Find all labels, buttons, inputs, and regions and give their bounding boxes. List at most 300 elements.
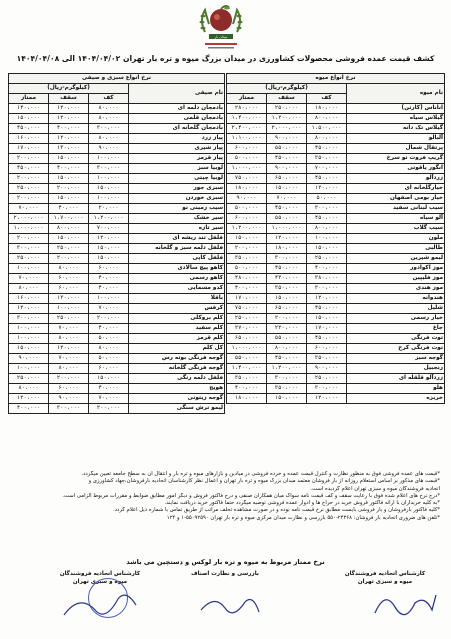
- veg-max-cell: ۱۲۰،۰۰۰: [49, 134, 89, 144]
- veg-max-cell: ۸۰،۰۰۰: [49, 264, 89, 274]
- veg-min-cell: ۱۰۰،۰۰۰: [89, 294, 129, 304]
- veg-best-cell: ۲۵۰،۰۰۰: [9, 184, 49, 194]
- veg-min-cell: ۴۰،۰۰۰: [89, 274, 129, 284]
- veg-max-cell: ۱۲۰،۰۰۰: [49, 104, 89, 114]
- fruit-max-cell: ۲۵۰،۰۰۰: [267, 104, 307, 114]
- veg-name-cell: کلم سفید: [129, 324, 225, 334]
- fruit-max-cell: ۱۵۰،۰۰۰: [267, 294, 307, 304]
- fruit-min-cell: ۱۵۰،۰۰۰: [307, 314, 347, 324]
- fruit-best-cell: ۶۵۰،۰۰۰: [227, 334, 267, 344]
- fruit-row: [227, 324, 445, 334]
- fruit-row: [227, 154, 445, 164]
- fruit-max-cell: ۳۰۰،۰۰۰: [267, 374, 307, 384]
- veg-best-cell: ۴۰۰،۰۰۰: [9, 404, 49, 414]
- fruit-section-title: نرخ انواع میوه: [227, 74, 445, 84]
- fruit-price-table: [226, 73, 445, 404]
- veg-best-cell: ۱۵۰،۰۰۰: [9, 344, 49, 354]
- fruit-min-cell: ۴۰۰،۰۰۰: [307, 264, 347, 274]
- fruit-max-cell: ۴۵۰،۰۰۰: [267, 204, 307, 214]
- veg-best-cell: ۱۲۰،۰۰۰: [9, 304, 49, 314]
- veg-min-cell: ۷۰،۰۰۰: [89, 394, 129, 404]
- veg-min-cell: ۱۰۰،۰۰۰: [89, 174, 129, 184]
- fruit-row: [227, 224, 445, 234]
- veg-row: [9, 324, 225, 334]
- fruit-best-cell: ۷۵۰،۰۰۰: [227, 304, 267, 314]
- veg-max-cell: ۱۵۰،۰۰۰: [49, 234, 89, 244]
- fruit-max-cell: ۳۵۰،۰۰۰: [267, 284, 307, 294]
- veg-name-cell: بادمجان گلخانه ای: [129, 124, 225, 134]
- veg-best-header: ممتاز: [9, 94, 49, 104]
- note-line: *درج نرخ های اعلام شده فوق با رعایت سقف و کف قیمت نامه سواک میان همکاران صنفی و درج فاکتور فروش و دیگر امور مطابق ضوابط و مقررات مربوط الزامی است.: [62, 492, 440, 499]
- veg-name-cell: سیب زمینی نو: [129, 204, 225, 214]
- note-line: اتحادیه فروشندگان میوه و سبزی تهران اعلام گردیده است.: [310, 485, 440, 492]
- veg-max-cell: ۷۰،۰۰۰: [49, 324, 89, 334]
- fruit-name-cell: شلیل: [347, 304, 445, 314]
- fruit-min-cell: ۴۵۰،۰۰۰: [307, 174, 347, 184]
- veg-min-cell: ۱۰۰،۰۰۰: [89, 194, 129, 204]
- fruit-best-cell: ۵۵۰،۰۰۰: [227, 354, 267, 364]
- fruit-best-cell: ۱۸۰،۰۰۰: [227, 184, 267, 194]
- fruit-best-cell: ۱،۰۰۰،۰۰۰: [227, 344, 267, 354]
- fruit-max-cell: ۷۰،۰۰۰: [267, 194, 307, 204]
- fruit-max-cell: ۲،۰۰۰،۰۰۰: [267, 124, 307, 134]
- fruit-name-cell: گوجه سبز: [347, 354, 445, 364]
- veg-name-cell: فلفل کاپی: [129, 254, 225, 264]
- fruit-name-cell: خربزه: [347, 394, 445, 404]
- fruit-name-cell: گریپ فروت تو سرخ: [347, 154, 445, 164]
- fruit-row: [227, 304, 445, 314]
- veg-max-cell: ۳۰۰،۰۰۰: [49, 404, 89, 414]
- fruit-min-cell: ۱۲۰،۰۰۰: [307, 394, 347, 404]
- fruit-min-cell: ۲۵۰،۰۰۰: [307, 374, 347, 384]
- veg-name-cell: سبزی خوردن: [129, 194, 225, 204]
- fruit-min-cell: ۱۲۰،۰۰۰: [307, 184, 347, 194]
- fruit-name-cell: آلو سیاه: [347, 214, 445, 224]
- veg-max-cell: ۴۰۰،۰۰۰: [49, 124, 89, 134]
- veg-min-cell: ۲۰،۰۰۰: [89, 204, 129, 214]
- veg-name-cell: گوجه فرنگی گلخانه: [129, 364, 225, 374]
- veg-row: [9, 284, 225, 294]
- veg-section-title: نرخ انواع سبزی و صیفی: [9, 74, 225, 84]
- fruit-row: [227, 124, 445, 134]
- fruit-min-cell: ۳۰۰،۰۰۰: [307, 384, 347, 394]
- veg-best-cell: ۲۵۰،۰۰۰: [9, 374, 49, 384]
- fruit-best-cell: ۷۵۰،۰۰۰: [227, 174, 267, 184]
- fruit-max-cell: ۵۵۰،۰۰۰: [267, 334, 307, 344]
- fruit-row: [227, 314, 445, 324]
- fruit-name-cell: اناناس (کارتن): [347, 104, 445, 114]
- fruit-name-cell: توت فرنگی کرج: [347, 344, 445, 354]
- veg-max-cell: ۱۲۰،۰۰۰: [49, 344, 89, 354]
- veg-row: [9, 204, 225, 214]
- veg-name-cell: کلم بروکلی: [129, 314, 225, 324]
- veg-name-cell: کرفس: [129, 304, 225, 314]
- fruit-best-cell: ۲۰۰،۰۰۰: [227, 244, 267, 254]
- fruit-row: [227, 164, 445, 174]
- fruit-min-cell: ۱۰۰،۰۰۰: [307, 234, 347, 244]
- veg-row: [9, 314, 225, 324]
- veg-name-cell: کل کلم: [129, 344, 225, 354]
- fruit-min-cell: ۷۰۰،۰۰۰: [307, 164, 347, 174]
- veg-min-cell: ۲۰۰،۰۰۰: [89, 404, 129, 414]
- fruit-best-cell: ۴۰۰،۰۰۰: [227, 284, 267, 294]
- veg-max-cell: ۱،۷۰۰،۰۰۰: [49, 214, 89, 224]
- veg-best-cell: ۱۲۰،۰۰۰: [9, 394, 49, 404]
- veg-max-cell: ۶۰،۰۰۰: [49, 284, 89, 294]
- fruit-best-cell: ۲۸۰،۰۰۰: [227, 104, 267, 114]
- fruit-max-cell: ۱۵۰،۰۰۰: [267, 184, 307, 194]
- fruit-unit-header: (کیلوگرم-ریال): [227, 84, 347, 94]
- fruit-min-cell: ۴۵۰،۰۰۰: [307, 144, 347, 154]
- veg-max-cell: ۲۵۰،۰۰۰: [49, 244, 89, 254]
- fruit-name-cell: سیب گلاب: [347, 224, 445, 234]
- fruit-max-cell: ۵۵۰،۰۰۰: [267, 214, 307, 224]
- fruit-row: [227, 184, 445, 194]
- fruit-best-cell: ۳۵۰،۰۰۰: [227, 374, 267, 384]
- fruit-row: [227, 344, 445, 354]
- fruit-best-cell: ۱،۴۰۰،۰۰۰: [227, 114, 267, 124]
- fruit-best-cell: ۲،۴۰۰،۰۰۰: [227, 124, 267, 134]
- veg-row: [9, 124, 225, 134]
- veg-max-cell: ۶۰،۰۰۰: [49, 274, 89, 284]
- fruit-max-header: سقف: [267, 94, 307, 104]
- veg-name-cell: پیاز زرد: [129, 134, 225, 144]
- veg-row: [9, 104, 225, 114]
- veg-row: [9, 114, 225, 124]
- fruit-name-cell: جاغ: [347, 324, 445, 334]
- veg-max-header: سقف: [49, 94, 89, 104]
- veg-name-cell: فلفل تند ریشه ای: [129, 234, 225, 244]
- fruit-max-cell: ۱،۲۰۰،۰۰۰: [267, 114, 307, 124]
- veg-row: [9, 174, 225, 184]
- veg-min-cell: ۲۰۰،۰۰۰: [89, 314, 129, 324]
- veg-row: [9, 384, 225, 394]
- veg-max-cell: ۸۰،۰۰۰: [49, 334, 89, 344]
- fruit-min-cell: ۱۵۰،۰۰۰: [307, 244, 347, 254]
- veg-min-cell: ۱۵۰،۰۰۰: [89, 374, 129, 384]
- fruit-name-cell: موز اکوادور: [347, 264, 445, 274]
- veg-best-cell: ۱،۰۰۰،۰۰۰: [9, 224, 49, 234]
- veg-name-cell: بادمجان قلمی: [129, 114, 225, 124]
- fruit-best-cell: ۵۰۰،۰۰۰: [227, 204, 267, 214]
- fruit-max-cell: ۹۰۰،۰۰۰: [267, 134, 307, 144]
- veg-name-cell: سبزی جور: [129, 184, 225, 194]
- veg-row: [9, 294, 225, 304]
- veg-max-cell: ۴۰،۰۰۰: [49, 204, 89, 214]
- fruit-max-cell: ۸۰۰،۰۰۰: [267, 344, 307, 354]
- note-line: *قیمت های مذکور بر اساس استعلام روزانه از بار فروشان معتمد میدان بزرگ میوه و تره بار تهران و اعمال نظر کارشناسان اتحادیه بارفروشان،جهاد کشاورزی و: [88, 478, 440, 485]
- veg-best-cell: ۹۰،۰۰۰: [9, 354, 49, 364]
- veg-row: [9, 274, 225, 284]
- veg-min-cell: ۸۰،۰۰۰: [89, 114, 129, 124]
- veg-name-cell: بادمجان دلمه ای: [129, 104, 225, 114]
- fruit-row: [227, 244, 445, 254]
- veg-row: [9, 214, 225, 224]
- fruit-best-cell: ۱۸۰،۰۰۰: [227, 394, 267, 404]
- fruit-row: [227, 334, 445, 344]
- fruit-row: [227, 234, 445, 244]
- veg-name-cell: سیر خشک: [129, 214, 225, 224]
- fruit-row: [227, 394, 445, 404]
- fruit-min-cell: ۴۵۰،۰۰۰: [307, 334, 347, 344]
- fruit-best-cell: ۱،۲۰۰،۰۰۰: [227, 224, 267, 234]
- veg-row: [9, 144, 225, 154]
- veg-row: [9, 304, 225, 314]
- veg-row: [9, 134, 225, 144]
- handwritten-signature-right: [370, 585, 440, 625]
- veg-max-cell: ۱۵۰،۰۰۰: [49, 174, 89, 184]
- fruit-min-cell: ۶۰۰،۰۰۰: [307, 344, 347, 354]
- veg-max-cell: ۷۰،۰۰۰: [49, 354, 89, 364]
- fruit-row: [227, 114, 445, 124]
- veg-max-cell: ۲۰۰،۰۰۰: [49, 374, 89, 384]
- veg-best-cell: ۲۰۰،۰۰۰: [9, 174, 49, 184]
- veg-row: [9, 164, 225, 174]
- fruit-name-cell: توت فرنگی: [347, 334, 445, 344]
- veg-row: [9, 374, 225, 384]
- fruit-name-cell: زردآلو قلقله ای: [347, 374, 445, 384]
- veg-name-cell: گوجه فرنگی بوته رس: [129, 354, 225, 364]
- veg-best-cell: ۴۵۰،۰۰۰: [9, 164, 49, 174]
- veg-min-cell: ۱۵۰،۰۰۰: [89, 254, 129, 264]
- veg-min-header: کف: [89, 94, 129, 104]
- veg-name-cell: سیر تازه: [129, 224, 225, 234]
- veg-best-cell: ۱۶۰،۰۰۰: [9, 134, 49, 144]
- fruit-max-cell: ۱۸۰،۰۰۰: [267, 244, 307, 254]
- veg-best-cell: ۱۰۰،۰۰۰: [9, 264, 49, 274]
- fruit-min-cell: ۳۵۰،۰۰۰: [307, 154, 347, 164]
- veg-name-cell: فلفل دلمه سبز و گلخانه: [129, 244, 225, 254]
- fruit-min-cell: ۳۰۰،۰۰۰: [307, 204, 347, 214]
- fruit-min-cell: ۵۰،۰۰۰: [307, 194, 347, 204]
- veg-best-cell: ۱۷۰،۰۰۰: [9, 144, 49, 154]
- fruit-row: [227, 374, 445, 384]
- fruit-best-cell: ۳۵۰،۰۰۰: [227, 254, 267, 264]
- fruit-max-cell: ۲۰۰،۰۰۰: [267, 314, 307, 324]
- veg-max-cell: ۱۵۰،۰۰۰: [49, 154, 89, 164]
- fruit-max-cell: ۱،۰۰۰،۰۰۰: [267, 224, 307, 234]
- fruit-best-cell: ۱،۰۰۰،۰۰۰: [227, 164, 267, 174]
- veg-min-cell: ۱۰۰،۰۰۰: [89, 154, 129, 164]
- fruit-max-cell: ۵۵۰،۰۰۰: [267, 144, 307, 154]
- fruit-min-cell: ۹۰۰،۰۰۰: [307, 364, 347, 374]
- fruit-best-cell: ۴۰۰،۰۰۰: [227, 384, 267, 394]
- veg-name-cell: کلم قرمز: [129, 334, 225, 344]
- fruit-row: [227, 134, 445, 144]
- fruit-min-cell: ۱۲۰،۰۰۰: [307, 294, 347, 304]
- handwritten-signature-middle: [195, 590, 265, 626]
- veg-row: [9, 404, 225, 414]
- sig-left-line2: میوه و سبزی تهران: [72, 579, 128, 586]
- veg-name-cell: هویج: [129, 384, 225, 394]
- logo-band-text: میدان بار: [214, 35, 228, 39]
- fruit-best-cell: ۱۷۰،۰۰۰: [227, 294, 267, 304]
- veg-max-cell: ۲۵۰،۰۰۰: [49, 314, 89, 324]
- fruit-name-cell: گیلاس تک دانه: [347, 124, 445, 134]
- fruit-best-cell: ۶۰۰،۰۰۰: [227, 144, 267, 154]
- fruit-min-cell: ۳۵۰،۰۰۰: [307, 354, 347, 364]
- fruit-row: [227, 204, 445, 214]
- fruit-max-cell: ۹۰۰،۰۰۰: [267, 164, 307, 174]
- veg-max-cell: ۱۰۰،۰۰۰: [49, 304, 89, 314]
- veg-best-cell: ۷۰،۰۰۰: [9, 204, 49, 214]
- fruit-row: [227, 284, 445, 294]
- veg-name-cell: لوبیا چیتی: [129, 174, 225, 184]
- note-line: *به کلیه خریداران با ارائه فاکتور فروش خرید در حراج ها و ادوار عمده فروشی توصیه میگردد حتما فاکتور خرید دریافت نمایند.: [164, 500, 440, 507]
- veg-max-cell: ۲۰۰،۰۰۰: [49, 184, 89, 194]
- veg-best-cell: ۷۰،۰۰۰: [9, 274, 49, 284]
- notes-block: [12, 471, 440, 522]
- veg-min-cell: ۸۰،۰۰۰: [89, 344, 129, 354]
- veg-row: [9, 264, 225, 274]
- sig-right-line1: کارشناس اتحادیه فروشندگان: [344, 571, 426, 577]
- union-logo: [195, 2, 247, 52]
- veg-name-header: نام صیفی: [129, 84, 225, 104]
- veg-best-cell: ۲۰۰،۰۰۰: [9, 194, 49, 204]
- veg-min-cell: ۱۵۰،۰۰۰: [89, 184, 129, 194]
- veg-row: [9, 224, 225, 234]
- fruit-max-cell: ۴۵۰،۰۰۰: [267, 264, 307, 274]
- veg-max-cell: ۸۰،۰۰۰: [49, 364, 89, 374]
- veg-name-cell: کدو مسمایی: [129, 284, 225, 294]
- fruit-best-cell: ۲۷۰،۰۰۰: [227, 324, 267, 334]
- fruit-row: [227, 354, 445, 364]
- veg-name-cell: پیاز شیری: [129, 144, 225, 154]
- fruit-min-cell: ۸۰۰،۰۰۰: [307, 224, 347, 234]
- sig-left-line1: کارشناس اتحادیه فروشندگان: [59, 571, 141, 577]
- handwritten-signature-left: [60, 585, 140, 627]
- fruit-name-cell: پرتقال شمال: [347, 144, 445, 154]
- fruit-min-cell: ۲۵۰،۰۰۰: [307, 254, 347, 264]
- fruit-best-cell: ۲۵۰،۰۰۰: [227, 314, 267, 324]
- veg-best-cell: ۲۵۰،۰۰۰: [9, 254, 49, 264]
- fruit-max-cell: ۴۳۰،۰۰۰: [267, 274, 307, 284]
- note-line: *کلیه فاکتور بارفروشان و بار فروشی بایست مطابق نرخ قیمت نامه بوده و در صورت مشاهده تخلف مراتب از طریق تماس با شماره ذیل اعلام گردد.: [113, 507, 440, 514]
- veg-min-cell: ۱۲۰،۰۰۰: [89, 234, 129, 244]
- fruit-min-cell: ۸۰۰،۰۰۰: [307, 134, 347, 144]
- veg-name-cell: لیمو ترش سنگی: [129, 404, 225, 414]
- veg-max-cell: ۶۰،۰۰۰: [49, 384, 89, 394]
- fruit-best-cell: ۹۰،۰۰۰: [227, 194, 267, 204]
- veg-min-cell: ۴۰،۰۰۰: [89, 284, 129, 294]
- fruit-row: [227, 214, 445, 224]
- veg-row: [9, 194, 225, 204]
- veg-max-cell: ۱۵۰،۰۰۰: [49, 194, 89, 204]
- vegetable-price-table: [8, 73, 225, 414]
- fruit-min-header: کف: [307, 94, 347, 104]
- fruit-row: [227, 274, 445, 284]
- veg-best-cell: ۱۰۰،۰۰۰: [9, 334, 49, 344]
- veg-min-cell: ۵۰،۰۰۰: [89, 334, 129, 344]
- fruit-min-cell: ۱۸۰،۰۰۰: [307, 104, 347, 114]
- veg-row: [9, 394, 225, 404]
- fruit-min-cell: ۴۵۰،۰۰۰: [307, 214, 347, 224]
- veg-name-cell: کاهو رسمی: [129, 274, 225, 284]
- fruit-row: [227, 294, 445, 304]
- veg-min-cell: ۷۰۰،۰۰۰: [89, 224, 129, 234]
- veg-row: [9, 184, 225, 194]
- fruit-name-cell: خیار رسمی: [347, 314, 445, 324]
- veg-best-cell: ۳۰۰،۰۰۰: [9, 244, 49, 254]
- veg-row: [9, 364, 225, 374]
- fruit-row: [227, 264, 445, 274]
- veg-max-cell: ۱۳۰،۰۰۰: [49, 294, 89, 304]
- fruit-row: [227, 104, 445, 114]
- fruit-max-cell: ۱،۲۰۰،۰۰۰: [267, 364, 307, 374]
- page-title: کشف قیمت عمده فروشی محصولات کشاورزی در میدان بزرگ میوه و تره بار تهران ۱۴۰۴/۰۴/۰۲ الی ۱۴۰۴/۰۴/۰۸: [16, 54, 435, 63]
- veg-max-cell: ۴۰۰،۰۰۰: [49, 164, 89, 174]
- fruit-row: [227, 254, 445, 264]
- veg-min-cell: ۴۰،۰۰۰: [89, 324, 129, 334]
- fruit-best-cell: ۵۰۰،۰۰۰: [227, 264, 267, 274]
- fruit-best-cell: ۵۰۰،۰۰۰: [227, 154, 267, 164]
- note-line: *تلفن های ضروری اتحادیه بار فروشان: ۲۴۳۶۸-۵۵۰ بازرسی و نظارت میدان مرکزی میوه و تره بار تهران ۵۵۰۹۲۵۹۰-۱ و ۱۲۴: [166, 514, 440, 521]
- veg-max-cell: ۸۰۰،۰۰۰: [49, 224, 89, 234]
- fruit-best-cell: ۱،۱۰۰،۰۰۰: [227, 134, 267, 144]
- veg-min-cell: ۷۰،۰۰۰: [89, 304, 129, 314]
- veg-min-cell: ۵۰،۰۰۰: [89, 354, 129, 364]
- fruit-name-cell: زردآلو: [347, 174, 445, 184]
- fruit-max-cell: ۳۰۰،۰۰۰: [267, 254, 307, 264]
- veg-max-cell: ۱۲۰،۰۰۰: [49, 114, 89, 124]
- fruit-min-cell: ۱،۵۰۰،۰۰۰: [307, 124, 347, 134]
- fruit-name-cell: ملون: [347, 234, 445, 244]
- veg-best-cell: ۸۰،۰۰۰: [9, 284, 49, 294]
- fruit-name-cell: طالبی: [347, 244, 445, 254]
- veg-min-cell: ۹۰،۰۰۰: [89, 144, 129, 154]
- veg-row: [9, 244, 225, 254]
- veg-max-cell: ۱۳۰،۰۰۰: [49, 144, 89, 154]
- fruit-best-cell: ۶۰۰،۰۰۰: [227, 214, 267, 224]
- fruit-row: [227, 144, 445, 154]
- note-line: *قیمت های عمده فروشی فوق به منظور نظارت و کنترل قیمت عمده و خرده فروشی در میادین و بازارهای میوه و تره بار و انتقال آن به سطح جامعه تعیین میگردد.: [81, 471, 440, 477]
- fruit-max-cell: ۱۵۰،۰۰۰: [267, 394, 307, 404]
- veg-best-cell: ۳۰۰،۰۰۰: [9, 314, 49, 324]
- veg-min-cell: ۴۰،۰۰۰: [89, 384, 129, 394]
- veg-best-cell: ۸۰،۰۰۰: [9, 384, 49, 394]
- veg-row: [9, 334, 225, 344]
- fruit-row: [227, 364, 445, 374]
- fruit-best-cell: ۱،۴۰۰،۰۰۰: [227, 364, 267, 374]
- veg-min-cell: ۶۰،۰۰۰: [89, 264, 129, 274]
- fruit-best-cell: ۱۵۰،۰۰۰: [227, 234, 267, 244]
- veg-best-cell: ۴۵۰،۰۰۰: [9, 124, 49, 134]
- fruit-max-cell: ۴۵۰،۰۰۰: [267, 354, 307, 364]
- fruit-best-cell: ۴۸۰،۰۰۰: [227, 274, 267, 284]
- fruit-row: [227, 194, 445, 204]
- fruit-name-cell: لیمو شیرین: [347, 254, 445, 264]
- signature-middle: [175, 570, 275, 578]
- fruit-name-cell: سیب لبنانی سفید: [347, 204, 445, 214]
- fruit-name-cell: هلو: [347, 384, 445, 394]
- fruit-max-cell: ۳۵۰،۰۰۰: [267, 384, 307, 394]
- veg-best-cell: ۱۰۰،۰۰۰: [9, 364, 49, 374]
- fruit-max-cell: ۲۲۰،۰۰۰: [267, 324, 307, 334]
- fruit-min-cell: ۴۵۰،۰۰۰: [307, 304, 347, 314]
- veg-name-cell: پیاز قرمز: [129, 154, 225, 164]
- sig-middle-label: بازرسی و نظارت اصناف: [191, 571, 259, 577]
- veg-min-cell: ۱۵۰،۰۰۰: [89, 244, 129, 254]
- veg-row: [9, 234, 225, 244]
- fruit-min-cell: ۳۸۰،۰۰۰: [307, 274, 347, 284]
- fruit-name-cell: موز هندی: [347, 284, 445, 294]
- fruit-name-cell: هندوانه: [347, 294, 445, 304]
- sig-right-line2: میوه و سبزی تهران: [357, 579, 413, 586]
- veg-best-cell: ۲۰۰،۰۰۰: [9, 154, 49, 164]
- veg-best-cell: ۱۴۰،۰۰۰: [9, 104, 49, 114]
- veg-name-cell: گوجه زیتونی: [129, 394, 225, 404]
- fruit-min-cell: ۸۰۰،۰۰۰: [307, 114, 347, 124]
